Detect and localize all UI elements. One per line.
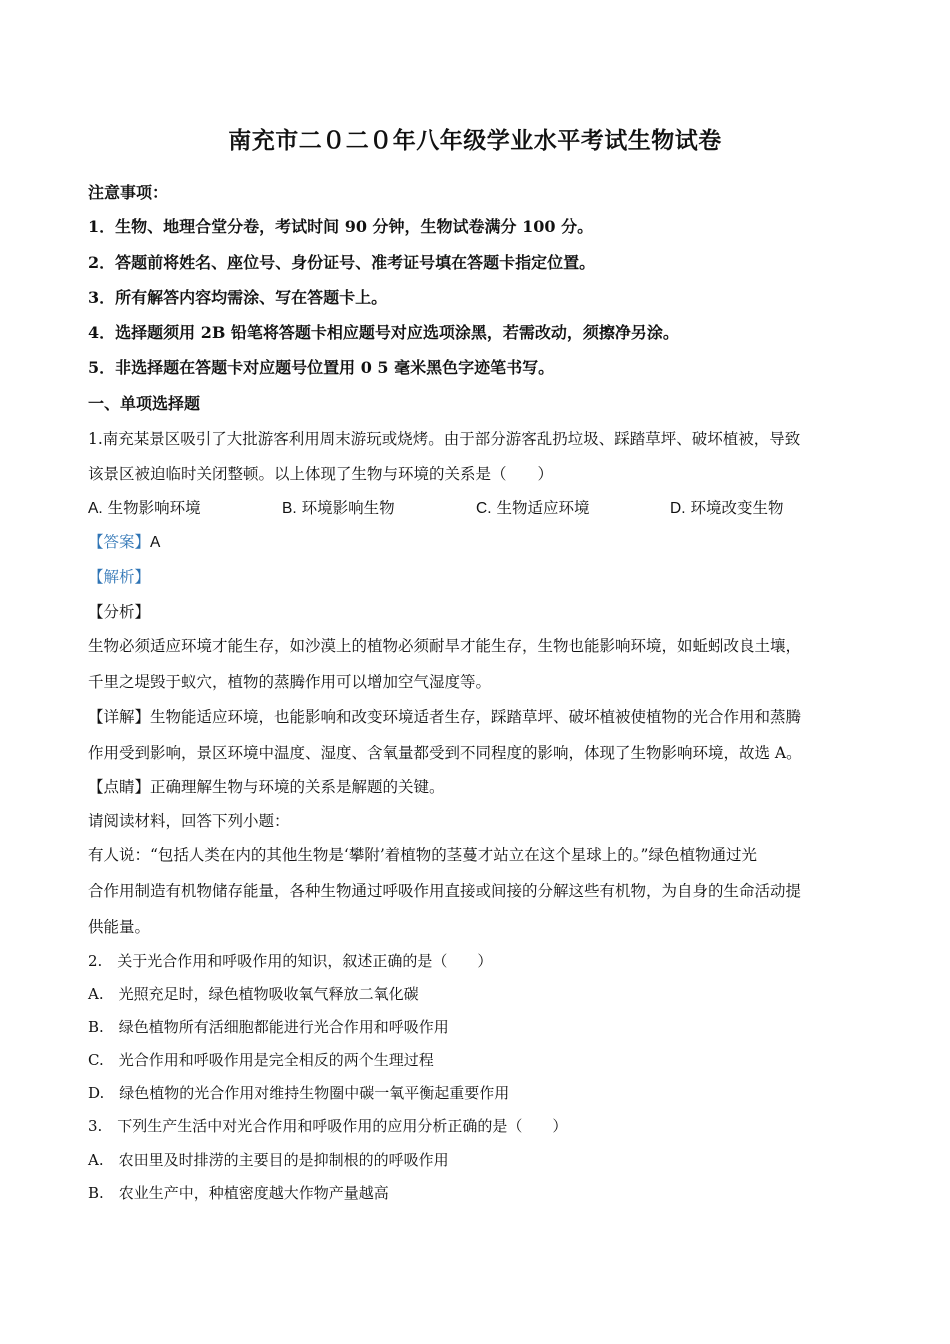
q1-stem-line: 1.南充某景区吸引了大批游客利用周末游玩或烧烤。由于部分游客乱扔垃圾、踩踏草坪、破坏植被，导致 [88, 430, 801, 448]
material-text-line: 供能量。 [88, 918, 151, 936]
answer-value: A [150, 534, 161, 551]
q3-option-b: B. 农业生产中，种植密度越大作物产量越高 [88, 1184, 389, 1202]
notice-item: 2．答题前将姓名、座位号、身份证号、准考证号填在答题卡指定位置。 [88, 253, 596, 272]
q1-option-b [282, 496, 395, 518]
option-letter: A. [88, 500, 103, 517]
q1-option-c [476, 496, 589, 518]
q1-option-a [88, 496, 201, 518]
comment-line [88, 775, 445, 797]
option-text: 生物适应环境 [496, 499, 590, 517]
notice-heading: 注意事项： [88, 183, 169, 202]
option-letter: B. [282, 500, 297, 517]
detail-label: 【详解】 [88, 708, 151, 726]
option-letter: C. [476, 500, 492, 517]
detail-text: 生物能适应环境，也能影响和改变环境适者生存，踩踏草坪、破坏植被使植物的光合作用和蒸腾 [150, 708, 802, 726]
comment-label: 【点睛】 [88, 778, 151, 796]
fenxi-label: 【分析】 [88, 603, 151, 621]
comment-text: 正确理解生物与环境的关系是解题的关键。 [150, 778, 445, 796]
answer-label: 【答案】 [88, 533, 151, 551]
q3-option-a: A. 农田里及时排涝的主要目的是抑制根的的呼吸作用 [88, 1151, 449, 1169]
option-text: 环境影响生物 [301, 499, 395, 517]
q2-option-c: C. 光合作用和呼吸作用是完全相反的两个生理过程 [88, 1051, 434, 1069]
notice-item: 5．非选择题在答题卡对应题号位置用 0 5 毫米黑色字迹笔书写。 [88, 358, 555, 377]
fenxi-text-line: 生物必须适应环境才能生存，如沙漠上的植物必须耐旱才能生存，生物也能影响环境，如蚯蚓改良土壤， [88, 637, 802, 655]
notice-item: 4．选择题须用 2B 铅笔将答题卡相应题号对应选项涂黑，若需改动，须擦净另涂。 [88, 323, 679, 342]
page-title: 南充市二０二０年八年级学业水平考试生物试卷 [228, 127, 722, 154]
q2-option-a: A. 光照充足时，绿色植物吸收氧气释放二氧化碳 [88, 985, 419, 1003]
detail-line [88, 705, 801, 727]
q2-option-b: B. 绿色植物所有活细胞都能进行光合作用和呼吸作用 [88, 1018, 449, 1036]
material-text-line: 合作用制造有机物储存能量，各种生物通过呼吸作用直接或间接的分解这些有机物，为自身的生命活动提 [88, 882, 802, 900]
notice-item: 1．生物、地理合堂分卷，考试时间 90 分钟，生物试卷满分 100 分。 [88, 217, 594, 236]
option-letter: D. [670, 500, 686, 517]
material-intro: 请阅读材料，回答下列小题： [88, 812, 290, 830]
q2-option-d: D. 绿色植物的光合作用对维持生物圈中碳一氧平衡起重要作用 [88, 1084, 510, 1102]
notice-item: 3．所有解答内容均需涂、写在答题卡上。 [88, 288, 388, 307]
q1-answer [88, 530, 160, 552]
detail-text-line: 作用受到影响，景区环境中温度、湿度、含氧量都受到不同程度的影响，体现了生物影响环境，故选 A。 [88, 744, 802, 762]
q1-stem-line: 该景区被迫临时关闭整顿。以上体现了生物与环境的关系是（ ） [88, 465, 554, 483]
section-heading: 一、单项选择题 [88, 394, 201, 413]
analysis-label: 【解析】 [88, 568, 151, 586]
q3-stem: 3. 下列生产生活中对光合作用和呼吸作用的应用分析正确的是（ ） [88, 1117, 568, 1135]
option-text: 环境改变生物 [690, 499, 784, 517]
q2-stem: 2. 关于光合作用和呼吸作用的知识，叙述正确的是（ ） [88, 952, 493, 970]
option-text: 生物影响环境 [107, 499, 201, 517]
q1-option-d [670, 496, 783, 518]
material-text-line: 有人说：“包括人类在内的其他生物是‘攀附’着植物的茎蔓才站立在这个星球上的。”绿色植物通过光 [88, 846, 757, 864]
fenxi-text-line: 千里之堤毁于蚁穴，植物的蒸腾作用可以增加空气湿度等。 [88, 673, 492, 691]
